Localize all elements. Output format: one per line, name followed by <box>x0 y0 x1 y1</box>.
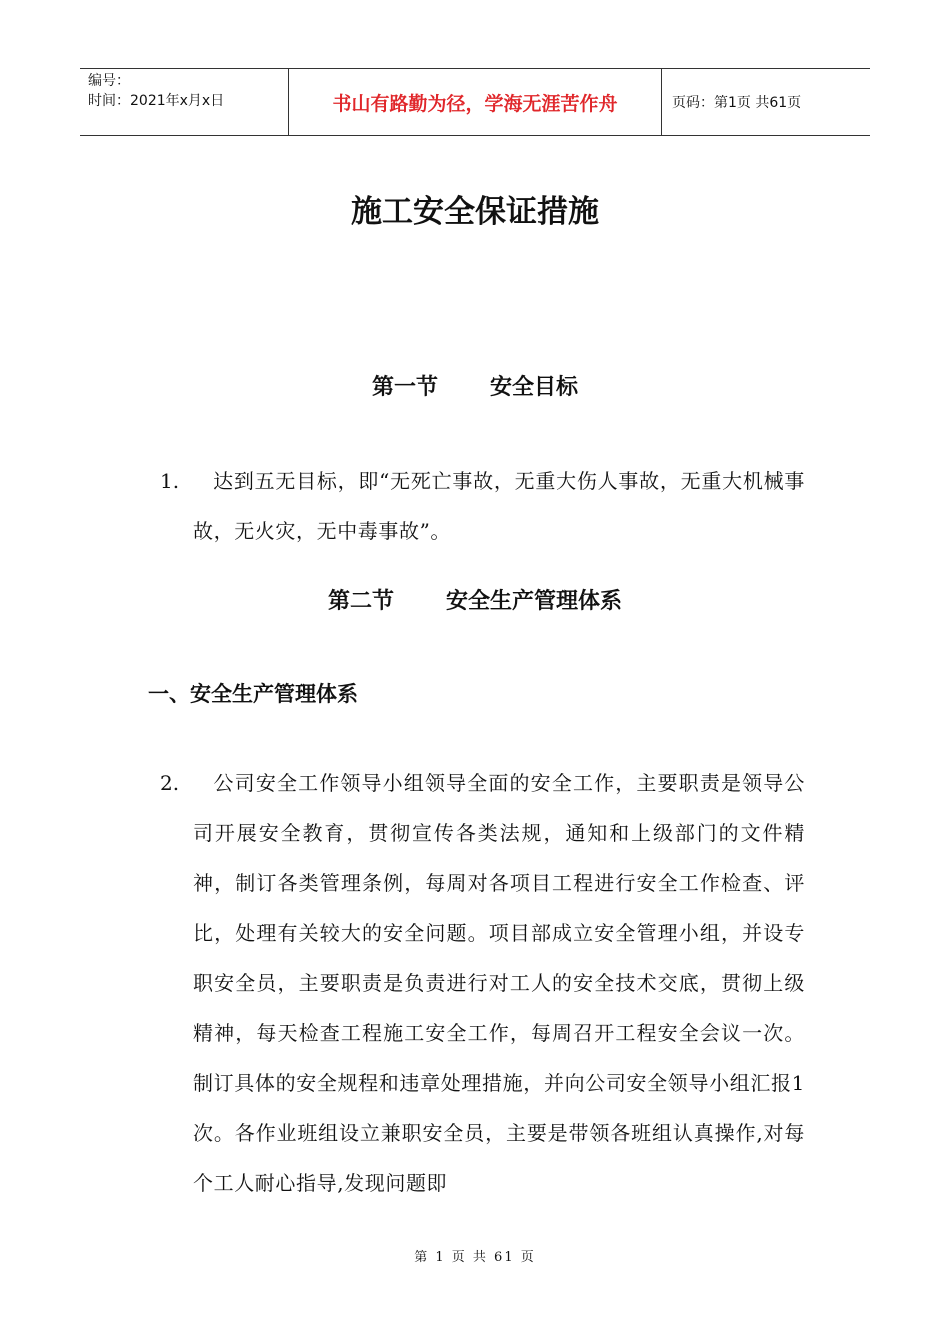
section-heading-1 <box>0 372 950 404</box>
motto: 书山有路勤为径，学海无涯苦作舟 <box>289 69 662 136</box>
page-footer: 第 1 页 共 61 页 <box>414 1250 536 1265</box>
item-2-text: 公司安全工作领导小组领导全面的安全工作，主要职责是领导公司开展安全教育，贯彻宣传各类法规，通知和上级部门的文件精神，制订各类管理条例，每周对各项目工程进行安全工作检查、评比，处理有关较大的安全问题。项目部成立安全管理小组，并设专职安全员，主要职责是负责进行对工人的安全技术交底，贯彻上级精神，每天检查工程施工安全工作，每周召开工程安全会议一次。制订具体的安全规程和违章处理措施，并向公司安全领导小组汇报1次。各作业班组设立兼职安全员，主要是带领各班组认真操作,对每个工人耐心指导,发现问题即 <box>193 771 805 1195</box>
page-info: 页码：第1页 共61页 <box>662 69 871 136</box>
item-1-text: 达到五无目标，即“无死亡事故，无重大伤人事故，无重大机械事故，无火灾，无中毒事故”。 <box>193 469 805 543</box>
time-label: 时间：2021年x月x日 <box>88 93 225 109</box>
document-title: 施工安全保证措施 <box>351 194 599 230</box>
section-1-name: 安全目标 <box>490 375 579 400</box>
item-2-number: 2. <box>160 771 180 795</box>
sub-heading-1: 一、安全生产管理体系 <box>148 682 358 706</box>
item-1-number: 1. <box>160 469 180 493</box>
item-2-paragraph <box>193 758 805 1208</box>
section-2-name: 安全生产管理体系 <box>446 589 623 614</box>
item-1-paragraph <box>193 456 805 556</box>
section-2-number: 第二节 <box>327 589 394 614</box>
section-heading-2 <box>0 586 950 618</box>
section-1-number: 第一节 <box>371 375 438 400</box>
header-table <box>80 68 870 136</box>
number-label: 编号： <box>88 73 130 89</box>
header-meta-cell <box>80 69 289 136</box>
